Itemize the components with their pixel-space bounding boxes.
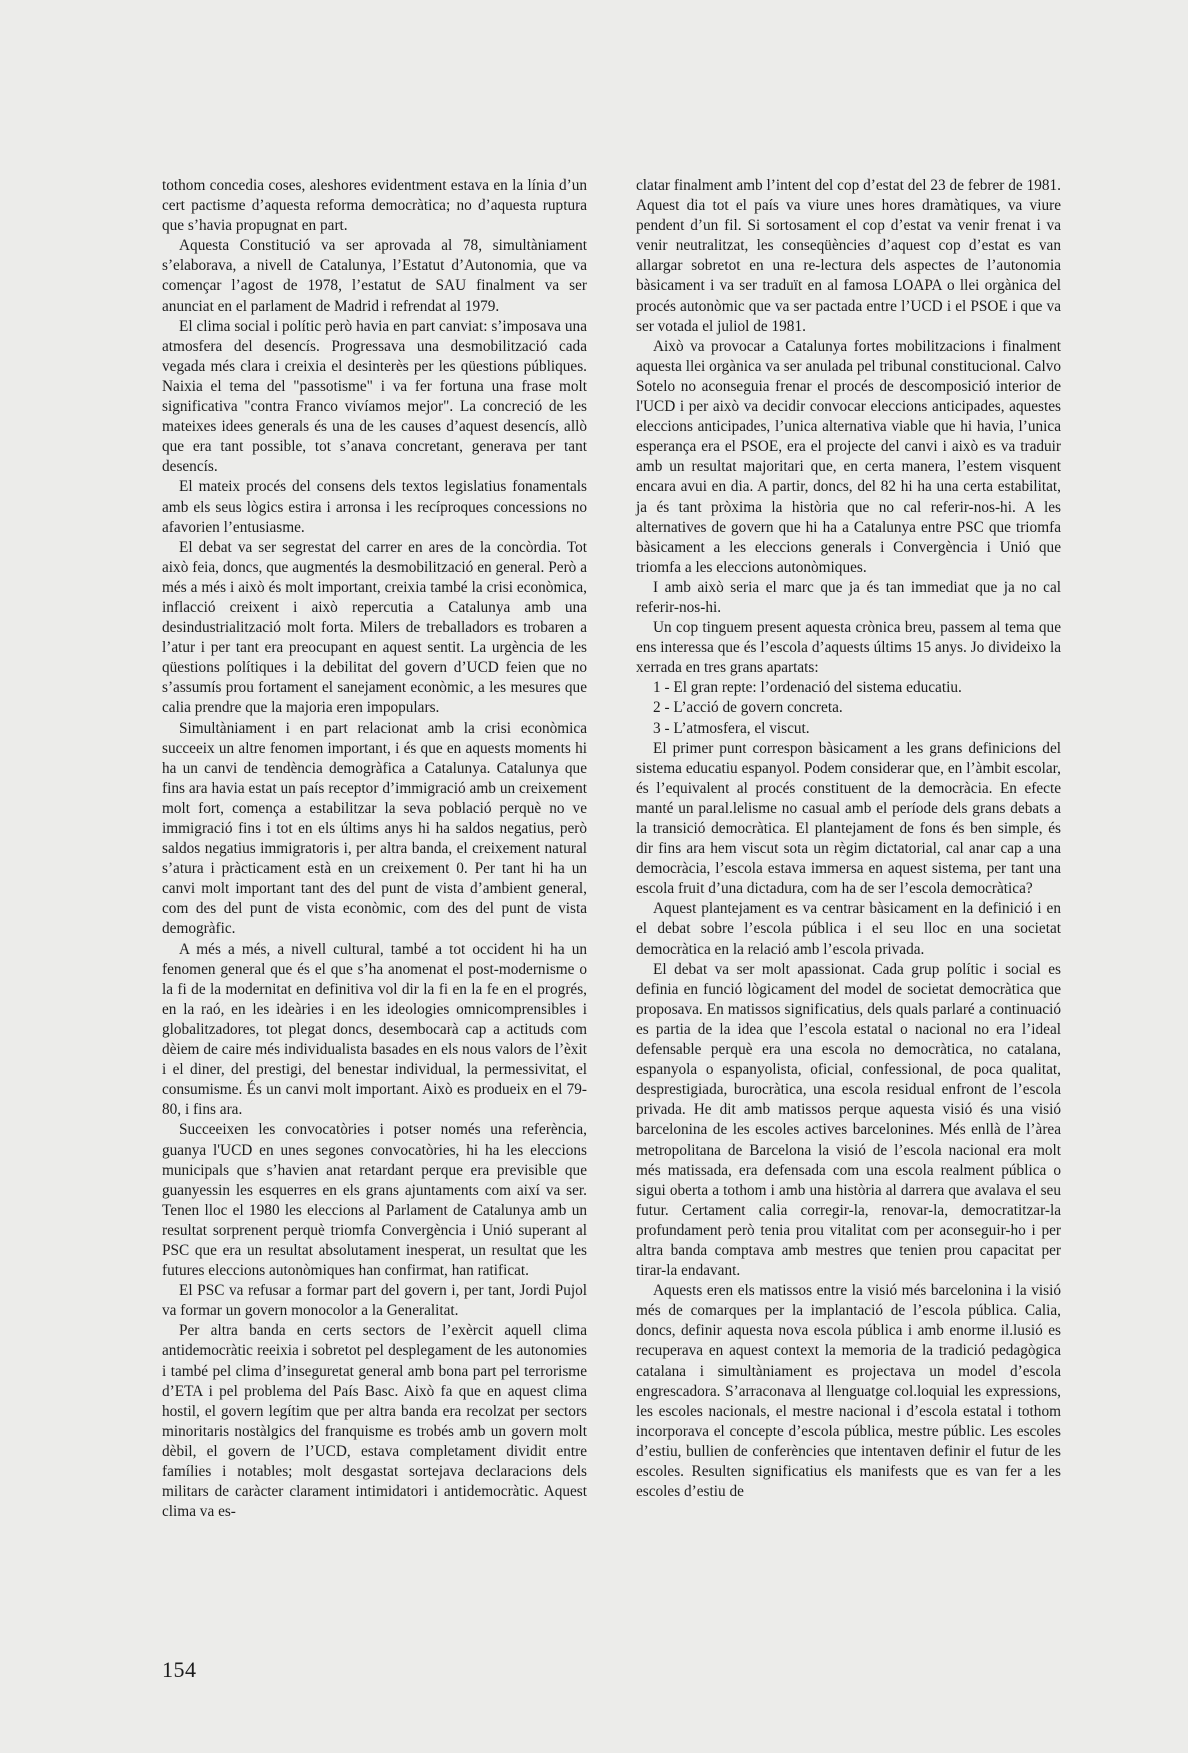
paragraph: Això va provocar a Catalunya fortes mobilitzacions i finalment aquesta llei orgànica va ser anulada pel tribunal constitucional. Calvo Sotelo no aconseguia frenar el procés de descomposició interior de l'UCD i per això va decidir convocar eleccions anticipades, aquestes eleccions anticipades, l’unica alternativa viable que hi havia, l’unica esperança era el PSOE, era el projecte del canvi i això es va traduir amb un resultat majoritari que, en certa manera, l’estem visquent encara avui en dia. A partir, doncs, del 82 hi ha una certa estabilitat, ja és tant pròxima la història que no cal referir-nos-hi. A les alternatives de govern que hi ha a Catalunya entre PSC que triomfa bàsicament a les eleccions generals i Convergència i Unió que triomfa a les eleccions autonòmiques. [636,337,1061,576]
list-item: 3 - L’atmosfera, el viscut. [653,719,810,737]
paragraph: Per altra banda en certs sectors de l’exèrcit aquell clima antidemocràtic reeixia i sobretot pel desplegament de les autonomies i també pel clima d’inseguretat general amb bona part pel terrorisme d’ETA i pel problema del País Basc. Això fa que en aquest clima hostil, el govern legítim que per altra banda era recolzat per sectors minoritaris nostàlgics del franquisme es trobés amb un govern molt dèbil, el govern de l’UCD, estava completament dividit entre famílies i notables; molt desgastat sortejava declaracions dels militars de caràcter clarament intimidatori i antidemocràtic. Aquest clima va es- [162,1322,587,1521]
paragraph: El primer punt correspon bàsicament a les grans definicions del sistema educatiu espanyol. Podem considerar que, en l’àmbit escolar, és l’equivalent al procés constituent de la democràcia. En efecte manté un paral.lelisme no casual amb el període dels grans debats a la transició democràtica. El plantejament de fons és ben simple, és dir fins ara hem viscut sota un règim dictatorial, cal anar cap a una democràcia, l’escola estava immersa en aquest sistema, per tant una escola fruit d’una dictadura, com ha de ser l’escola democràtica? [636,739,1061,898]
paragraph: Aquesta Constitució va ser aprovada al 78, simultàniament s’elaborava, a nivell de Catalunya, l’Estatut d’Autonomia, que va començar l’agost de 1978, l’estatut de SAU finalment va ser anunciat en el parlament de Madrid i refrendat al 1979. [162,237,587,315]
paragraph: El debat va ser molt apassionat. Cada grup polític i social es definia en funció lògicament del model de societat democràtica que proposava. En matissos significatius, dels quals parlaré a continuació es partia de la idea que l’escola estatal o nacional no era l’ideal defensable perquè era una escola no democràtica, no catalana, espanyola o espanyolista, oficial, confessional, de poca qualitat, desprestigiada, burocràtica, una escola residual enfront de l’escola privada. He dit amb matissos perque aquesta visió és una visió barcelonina de les escoles actives barcelonines. Més enllà de l’àrea metropolitana de Barcelona la visió de l’escola nacional era molt més matissada, era defensada com una escola realment pública o sigui oberta a tothom i amb una història al darrera que avalava el seu futur. Certament calia corregir-la, renovar-la, democratitzar-la profundament però tenia prou vitalitat com per aconseguir-ho i per altra banda comptava amb mestres que tenien prou capacitat per tirar-la endavant. [636,960,1061,1280]
paragraph: El clima social i polític però havia en part canviat: s’imposava una atmosfera del desencís. Progressava una desmobilització cada vegada més clara i creixia el desinterès per les qüestions públiques. Naixia el tema del "passotisme" i va fer fortuna una frase molt significativa "contra Franco vivíamos mejor". La concreció de les mateixes idees generals és una de les causes d’aquest desencís, allò que era tant possible, tot s’anava concretant, generava per tant desencís. [162,317,587,476]
paragraph: Aquest plantejament es va centrar bàsicament en la definició i en el debat sobre l’escola pública i el seu lloc en una societat democràtica en la relació amb l’escola privada. [636,900,1061,958]
page-number: 154 [162,1657,197,1682]
left-column [162,176,587,1522]
list-item: 1 - El gran repte: l’ordenació del sistema educatiu. [653,679,962,697]
paragraph: Simultàniament i en part relacionat amb la crisi econòmica succeeix un altre fenomen important, i és que en aquests moments hi ha un canvi de tendència demogràfica a Catalunya. Catalunya que fins ara havia estat un país receptor d’immigració amb un creixement molt fort, comença a estabilitzar la seva població perquè no ve immigració fins i tot en els últims anys hi ha saldos negatius, però saldos negatius immigratoris i, per altra banda, el creixement natural s’atura i pràcticament està en un creixement 0. Per tant hi ha un canvi molt important tant des del punt de vista d’ambient general, com des del punt de vista econòmic, com des del punt de vista demogràfic. [162,719,587,938]
paragraph: Aquests eren els matissos entre la visió més barcelonina i la visió més de comarques per la implantació de l’escola pública. Calia, doncs, definir aquesta nova escola pública i amb enorme il.lusió es recuperava en aquest context la memoria de la tradició pedagògica catalana i simultàniament es projectava un model d’escola engrescadora. S’arraconava al llenguatge col.loquial les expressions, les escoles nacionals, el mestre nacional i d’escola estatal i tothom incorporava el concepte d’escola pública, mestre públic. Les escoles d’estiu, bullien de conferències que intentaven definir el futur de les escoles. Resulten significatius els manifests que es van fer a les escoles d’estiu de [636,1282,1061,1501]
paragraph: I amb això seria el marc que ja és tan immediat que ja no cal referir-nos-hi. [636,578,1061,616]
paragraph: El debat va ser segrestat del carrer en ares de la concòrdia. Tot això feia, doncs, que augmentés la desmobilització en general. Però a més a més i això és molt important, creixia també la crisi econòmica, inflacció creixent i això repercutia a Catalunya amb una desindustrialització molt forta. Milers de treballadors es trobaren a l’atur i per tant era preocupant en aquest sentit. La urgència de les qüestions polítiques i la debilitat del govern d’UCD feien que no s’assumís prou fortament el sanejament econòmic, a les mesures que calia prendre que la majoria eren impopulars. [162,538,587,717]
paragraph: Un cop tinguem present aquesta crònica breu, passem al tema que ens interessa que és l’escola d’aquests últims 15 anys. Jo divideixo la xerrada en tres grans apartats: [636,619,1061,677]
paragraph: A més a més, a nivell cultural, també a tot occident hi ha un fenomen general que és el que s’ha anomenat el post-modernisme o la fi de la modernitat en definitiva vol dir la fi en la fe en el progrés, en la raó, en les ideàries i en les ideologies omnicomprensibles i globalitzadores, tot plegat doncs, desembocarà cap a actituds com dèiem de caire més individualista basades en els nous valors de l’èxit i el diner, del prestigi, del benestar individual, la permessivitat, el consumisme. És un canvi molt important. Això es produeix en el 79-80, i fins ara. [162,940,587,1119]
list-item: 2 - L’acció de govern concreta. [653,699,843,717]
paragraph: Succeeixen les convocatòries i potser només una referència, guanya l'UCD en unes segones convocatòries, hi ha les eleccions municipals que s’havien anat retardant perque era previsible que guanyessin les esquerres en els grans ajuntaments com així va ser. Tenen lloc el 1980 les eleccions al Parlament de Catalunya amb un resultat sorprenent perquè triomfa Convergència i Unió superant al PSC que era un resultat absolutament inesperat, un resultat que les futures eleccions autonòmiques han confirmat, han ratificat. [162,1121,587,1280]
paragraph: tothom concedia coses, aleshores evidentment estava en la línia d’un cert pactisme d’aquesta reforma democràtica; no d’aquesta ruptura que s’havia propugnat en part. [162,177,587,235]
paragraph: clatar finalment amb l’intent del cop d’estat del 23 de febrer de 1981. Aquest dia tot el país va viure unes hores dramàtiques, va viure pendent d’un fil. Si sortosament el cop d’estat va venir frenat i va venir neutralitzat, les conseqüències d’aquest cop d’estat es van allargar sobretot en una re-lectura dels aspectes de l’autonomia bàsicament i va ser traduït en al famosa LOAPA o llei orgànica del procés autonòmic que va ser pactada entre l’UCD i el PSOE i que va ser votada el juliol de 1981. [636,177,1061,335]
paragraph: El PSC va refusar a formar part del govern i, per tant, Jordi Pujol va formar un govern monocolor a la Generalitat. [162,1282,587,1320]
paragraph: El mateix procés del consens dels textos legislatius fonamentals amb els seus lògics estira i arronsa i les recíproques concessions no afavorien l’entusiasme. [162,478,587,536]
right-column [636,176,1061,1502]
